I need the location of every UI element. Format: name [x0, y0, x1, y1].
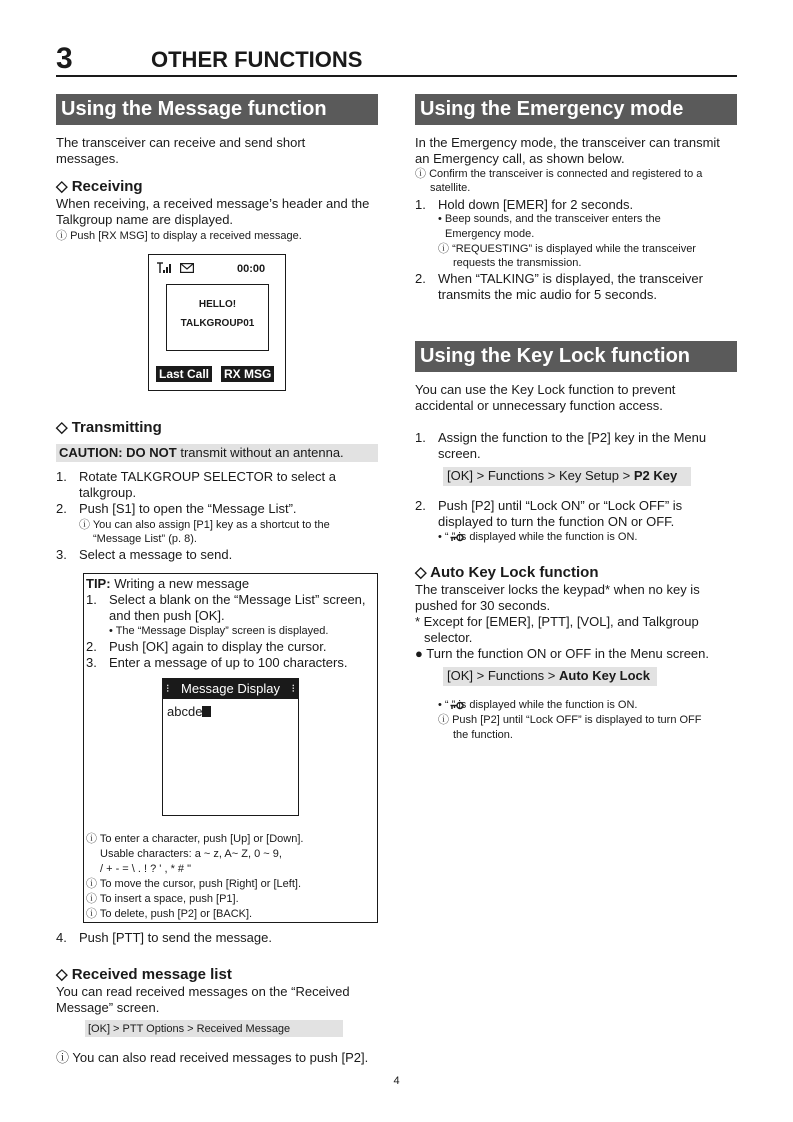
em-step1-note1-cont: Emergency mode.	[445, 228, 535, 240]
tx-step2-number: 2.	[56, 501, 67, 516]
info-icon: ⓘ	[415, 168, 426, 180]
key-lock-icon	[450, 533, 464, 542]
tx-step4: Push [PTT] to send the message.	[79, 930, 272, 945]
emergency-note: ⓘ Confirm the transceiver is connected and registered to a	[415, 168, 703, 180]
section-heading-emergency: Using the Emergency mode	[415, 94, 737, 125]
screen-time: 00:00	[237, 263, 266, 275]
chapter-rule	[56, 75, 737, 77]
text-cursor	[202, 706, 211, 717]
autolock-line2: pushed for 30 seconds.	[415, 598, 551, 613]
message-display-screen	[162, 678, 299, 816]
receiving-line2: Talkgroup name are displayed.	[56, 212, 234, 227]
autolock-note1: • “ ” is displayed while the function is ON.	[438, 699, 638, 711]
message-input-text[interactable]: abcde	[167, 704, 211, 720]
received-list-line2: Message” screen.	[56, 1000, 160, 1015]
chapter-number: 3	[56, 42, 73, 75]
section-heading-message: Using the Message function	[56, 94, 378, 125]
message-preview	[166, 284, 269, 351]
info-icon: ⓘ	[56, 230, 67, 242]
keylock-menu-path: [OK] > Functions > Key Setup > P2 Key	[443, 467, 691, 486]
info-icon: ⓘ	[79, 519, 90, 531]
em-step1-note1: • Beep sounds, and the transceiver enters the	[438, 213, 661, 225]
tx-step2: Push [S1] to open the “Message List”.	[79, 501, 297, 516]
transmitting-heading: ◇ Transmitting	[56, 419, 162, 436]
kl-step2-line1: Push [P2] until “Lock ON” or “Lock OFF” is	[438, 498, 683, 513]
tip-step2: Push [OK] again to display the cursor.	[109, 639, 327, 654]
rx-msg-softkey[interactable]: RX MSG	[221, 366, 274, 382]
keylock-line1: You can use the Key Lock function to prevent	[415, 382, 676, 397]
tx-step1-number: 1.	[56, 469, 67, 484]
receiving-heading: ◇ Receiving	[56, 178, 143, 195]
section-heading-keylock: Using the Key Lock function	[415, 341, 737, 372]
info-icon: ⓘ	[438, 243, 449, 255]
info-icon: ⓘ	[438, 714, 449, 726]
info-icon: ⓘ	[86, 893, 97, 905]
receiving-line1: When receiving, a received message’s header and the	[56, 196, 370, 211]
autolock-note2: ⓘ Push [P2] until “Lock OFF” is displayed to turn OFF	[438, 714, 702, 726]
tip-step3-number: 3.	[86, 655, 97, 670]
em-step1: Hold down [EMER] for 2 seconds.	[438, 197, 634, 212]
info-icon: ⓘ	[86, 878, 97, 890]
info-icon: ⓘ	[56, 1050, 70, 1065]
received-list-line1: You can read received messages on the “Received	[56, 984, 350, 999]
em-step1-note2-cont: requests the transmission.	[453, 257, 582, 269]
tip-note1: ⓘ To enter a character, push [Up] or [Down].	[86, 833, 304, 845]
received-list-note: ⓘ You can also read received messages to push [P2].	[56, 1050, 369, 1065]
tip-note6: ⓘ To delete, push [P2] or [BACK].	[86, 908, 253, 920]
message-intro-line2: messages.	[56, 151, 119, 166]
tip-title: TIP: Writing a new message	[86, 576, 250, 591]
diamond-icon: ◇	[56, 178, 68, 195]
received-list-menu-path: [OK] > PTT Options > Received Message	[85, 1020, 343, 1037]
tx-step2-note: ⓘ You can also assign [P1] key as a shortcut to the	[79, 519, 330, 531]
bullet-icon: ●	[415, 646, 423, 661]
tip-step1-note: • The “Message Display” screen is displayed.	[109, 625, 329, 637]
autolock-line4: selector.	[424, 630, 473, 645]
page-number: 4	[393, 1075, 400, 1087]
talkgroup-name: TALKGROUP01	[180, 318, 255, 329]
tip-note5: ⓘ To insert a space, push [P1].	[86, 893, 239, 905]
tx-step3: Select a message to send.	[79, 547, 233, 562]
tip-step3: Enter a message of up to 100 characters.	[109, 655, 348, 670]
tip-step1-line2: and then push [OK].	[109, 608, 225, 623]
menu-icon: ⁝	[291, 683, 295, 695]
menu-icon: ⁝	[166, 683, 170, 695]
kl-step1-line1: Assign the function to the [P2] key in the Menu	[438, 430, 707, 445]
em-step1-note2: ⓘ “REQUESTING” is displayed while the transceiver	[438, 243, 696, 255]
kl-step2-line2: displayed to turn the function ON or OFF.	[438, 514, 675, 529]
em-step2-line2: transmits the mic audio for 5 seconds.	[438, 287, 657, 302]
diamond-icon: ◇	[56, 966, 68, 983]
kl-step1-line2: screen.	[438, 446, 481, 461]
tx-step3-number: 3.	[56, 547, 67, 562]
tx-step2-note-cont: “Message List” (p. 8).	[93, 533, 197, 545]
envelope-icon	[180, 263, 194, 273]
auto-key-lock-heading: ◇ Auto Key Lock function	[415, 564, 599, 581]
keylock-line2: accidental or unnecessary function access.	[415, 398, 663, 413]
tip-step2-number: 2.	[86, 639, 97, 654]
kl-step1-number: 1.	[415, 430, 426, 445]
emergency-line1: In the Emergency mode, the transceiver can transmit	[415, 135, 720, 150]
autolock-bullet: ● Turn the function ON or OFF in the Menu screen.	[415, 646, 709, 661]
received-list-heading: ◇ Received message list	[56, 966, 232, 983]
tip-note3: / + - = \ . ! ? ' , * # "	[100, 863, 191, 875]
em-step1-number: 1.	[415, 197, 426, 212]
tx-step1-line1: Rotate TALKGROUP SELECTOR to select a	[79, 469, 336, 484]
info-icon: ⓘ	[86, 833, 97, 845]
tx-step4-number: 4.	[56, 930, 67, 945]
last-call-softkey[interactable]: Last Call	[156, 366, 212, 382]
key-lock-icon	[450, 701, 464, 710]
diamond-icon: ◇	[415, 564, 427, 581]
chapter-title: OTHER FUNCTIONS	[151, 47, 363, 72]
emergency-note-cont: satellite.	[430, 182, 471, 194]
message-display-titlebar: ⁝ Message Display ⁝	[163, 679, 298, 699]
diamond-icon: ◇	[56, 419, 68, 436]
kl-step2-number: 2.	[415, 498, 426, 513]
tip-step1-number: 1.	[86, 592, 97, 607]
autolock-note2-cont: the function.	[453, 729, 513, 741]
tip-note2: Usable characters: a ~ z, A~ Z, 0 ~ 9,	[100, 848, 282, 860]
info-icon: ⓘ	[86, 908, 97, 920]
device-screen	[148, 254, 286, 391]
caution-bar: CAUTION: DO NOT transmit without an antenna.	[56, 444, 378, 462]
receiving-note: ⓘ Push [RX MSG] to display a received message.	[56, 230, 302, 242]
autolock-menu-path: [OK] > Functions > Auto Key Lock	[443, 667, 657, 686]
message-intro-line1: The transceiver can receive and send short	[56, 135, 306, 150]
tip-step1-line1: Select a blank on the “Message List” screen,	[109, 592, 366, 607]
em-step2-line1: When “TALKING” is displayed, the transceiver	[438, 271, 703, 286]
em-step2-number: 2.	[415, 271, 426, 286]
tip-note4: ⓘ To move the cursor, push [Right] or [Left].	[86, 878, 302, 890]
autolock-line1: The transceiver locks the keypad* when no key is	[415, 582, 700, 597]
tx-step1-line2: talkgroup.	[79, 485, 137, 500]
emergency-line2: an Emergency call, as shown below.	[415, 151, 625, 166]
autolock-line3: * Except for [EMER], [PTT], [VOL], and Talkgroup	[415, 614, 699, 629]
message-header: HELLO!	[198, 299, 237, 310]
kl-step2-note: • “ ” is displayed while the function is ON.	[438, 531, 638, 543]
